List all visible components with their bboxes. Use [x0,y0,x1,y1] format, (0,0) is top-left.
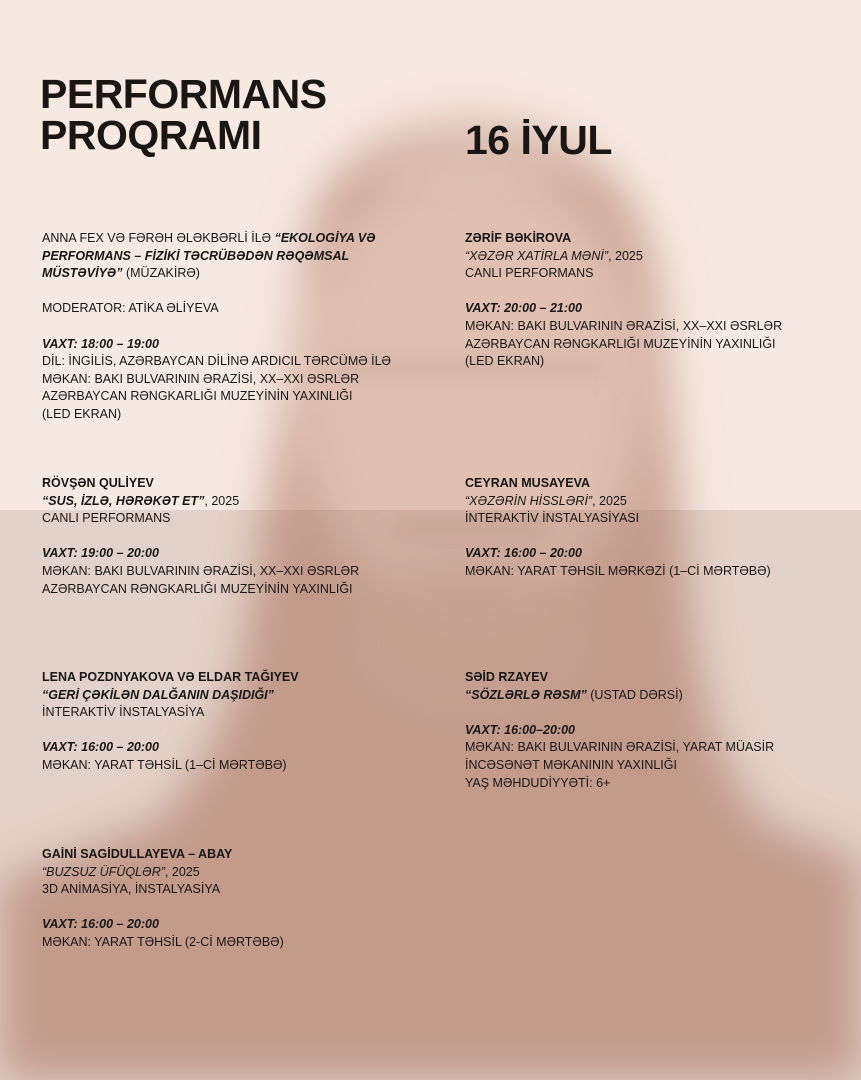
event-kind: 3D ANİMASİYA, İNSTALYASİYA [42,882,221,897]
event-work-line-2: PERFORMANS – FİZİKİ TƏCRÜBƏDƏN RƏQƏMSAL [42,248,350,263]
event-work: “SÖZLƏRLƏ RƏSM” [465,687,587,702]
event-title [42,230,412,248]
event-detail: AZƏRBAYCAN RƏNGKARLIĞI MUZEYİNİN YAXINLIĞI [42,389,353,404]
event-kind: CANLI PERFORMANS [465,266,594,281]
event-detail: MƏKAN: YARAT TƏHSİL MƏRKƏZİ (1–Cİ MƏRTƏBƏ) [465,563,771,578]
event-work-line [42,864,432,882]
event-detail: (LED EKRAN) [42,406,122,421]
event-work-line [42,493,432,511]
event-time: VAXT: 18:00 – 19:00 [42,336,159,351]
title-line-2: PROQRAMI [40,112,262,158]
event-work: “GERİ ÇƏKİLƏN DALĞANIN DAŞIDIĞI” [42,687,274,702]
event-detail: MƏKAN: YARAT TƏHSİL (1–Cİ MƏRTƏBƏ) [42,757,287,772]
event-work-line [465,248,855,266]
event-detail: (LED EKRAN) [465,354,545,369]
event-detail: MƏKAN: BAKI BULVARININ ƏRAZİSİ, XX–XXI ƏSRLƏR [465,318,783,333]
event-format: (USTAD DƏRSİ) [586,687,683,702]
event-work-line [42,687,432,705]
event-work-line [465,687,855,705]
event-detail: MƏKAN: BAKI BULVARININ ƏRAZİSİ, XX–XXI ƏSRLƏR [42,371,360,386]
event-pozdnyakova-tagiyev [42,669,432,775]
title-line-1: PERFORMANS [40,71,327,117]
event-work: “SUS, İZLƏ, HƏRƏKƏT ET” [42,493,205,508]
event-kind: İNTERAKTİV İNSTALYASİYA [42,705,205,720]
event-detail: MƏKAN: BAKI BULVARININ ƏRAZİSİ, YARAT MÜASİR [465,740,775,755]
event-zerif-bekirova [465,230,855,371]
event-rovsen-quliyev [42,475,432,598]
event-work-line-1: “EKOLOGİYA VƏ [274,231,376,245]
event-time: VAXT: 19:00 – 20:00 [42,546,159,561]
event-seid-rzayev [465,669,855,792]
event-moderator: MODERATOR: ATİKA ƏLİYEVA [42,301,219,316]
event-artist: CEYRAN MUSAYEVA [465,476,591,490]
event-time: VAXT: 16:00 – 20:00 [42,917,159,932]
event-year: , 2025 [608,248,643,263]
event-time: VAXT: 16:00–20:00 [465,722,576,737]
event-artist: RÖVŞƏN QULİYEV [42,476,154,490]
event-kind: CANLI PERFORMANS [42,511,171,526]
event-time: VAXT: 20:00 – 21:00 [465,301,582,316]
event-year: , 2025 [592,493,627,508]
event-lead: ANNA FEX VƏ FƏRƏH ƏLƏKBƏRLİ İLƏ [42,231,275,245]
event-ceyran-musayeva [465,475,855,581]
event-work: “BUZSUZ ÜFÜQLƏR” [42,864,165,879]
event-kind: İNTERAKTİV İNSTALYASİYASI [465,511,640,526]
event-artist: GAİNİ SAGİDULLAYEVA – ABAY [42,847,233,861]
event-ekologiya-discussion [42,230,412,424]
event-artist: ZƏRİF BƏKİROVA [465,231,572,245]
event-work-line [465,493,855,511]
event-work: “XƏZƏR XATİRLA MƏNİ” [465,248,609,263]
event-detail: MƏKAN: YARAT TƏHSİL (2-Cİ MƏRTƏBƏ) [42,934,284,949]
event-detail: MƏKAN: BAKI BULVARININ ƏRAZİSİ, XX–XXI ƏSRLƏR [42,563,360,578]
event-artist: SƏİD RZAYEV [465,670,548,684]
event-artist: LENA POZDNYAKOVA VƏ ELDAR TAĞIYEV [42,670,299,684]
event-year: , 2025 [164,864,200,879]
event-work: “XƏZƏRİN HİSSLƏRİ” [465,493,593,508]
event-work-line-3: MÜSTƏVİYƏ” [42,266,123,281]
event-detail: AZƏRBAYCAN RƏNGKARLIĞI MUZEYİNİN YAXINLIĞI [465,336,776,351]
event-detail: AZƏRBAYCAN RƏNGKARLIĞI MUZEYİNİN YAXINLIĞI [42,581,353,596]
event-time: VAXT: 16:00 – 20:00 [465,546,582,561]
event-format: (MÜZAKİRƏ) [122,266,200,281]
event-time: VAXT: 16:00 – 20:00 [42,740,159,755]
event-year: , 2025 [204,493,240,508]
program-date: 16 İYUL [465,117,612,163]
event-gaini-sagidullayeva [42,846,432,952]
event-detail: DİL: İNGİLİS, AZƏRBAYCAN DİLİNƏ ARDICIL TƏRCÜMƏ İLƏ [42,354,391,369]
event-detail: YAŞ MƏHDUDİYYƏTİ: 6+ [465,775,611,790]
page-title [40,71,327,158]
event-detail: İNCƏSƏNƏT MƏKANININ YAXINLIĞI [465,757,677,772]
